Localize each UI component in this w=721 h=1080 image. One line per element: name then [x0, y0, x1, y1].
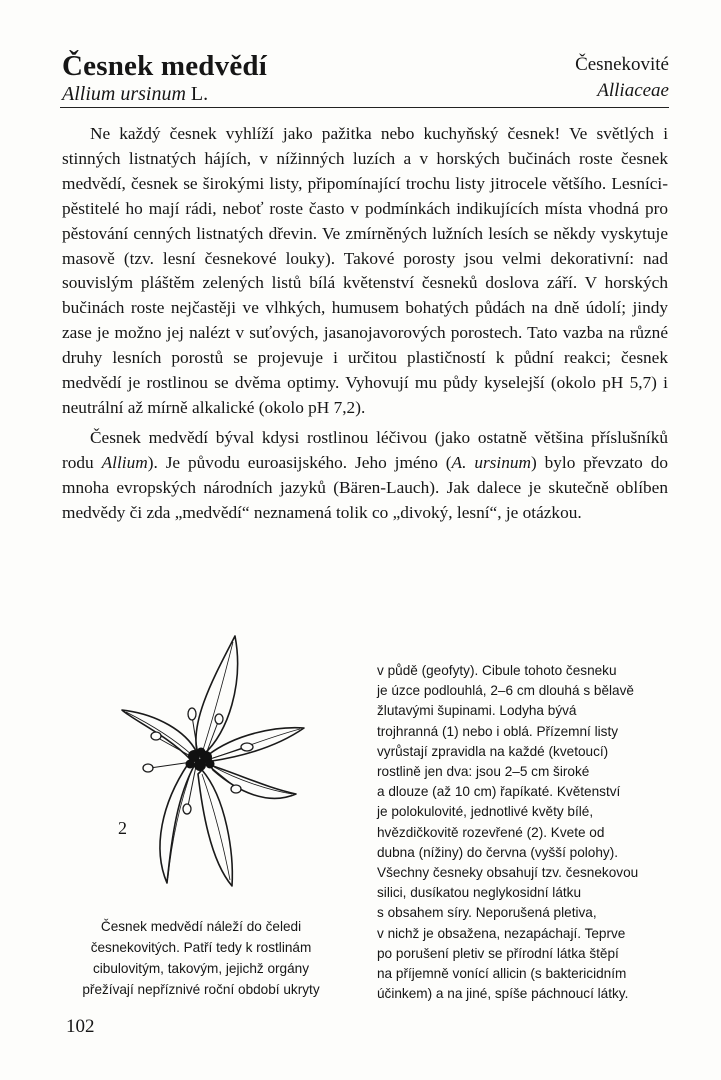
side-text-line: v nichž je obsažena, nezapáchají. Teprve	[377, 925, 626, 941]
family-name: Česnekovité	[575, 54, 669, 75]
side-text-line: hvězdičkovitě rozevřené (2). Kvete od	[377, 824, 605, 840]
side-text-line: v půdě (geofyty). Cibule tohoto česneku	[377, 663, 617, 678]
side-text-line: je úzce podlouhlá, 2–6 cm dlouhá s bělavě	[377, 683, 634, 699]
side-text-line: a dlouze (až 10 cm) řapíkaté. Květenství	[377, 784, 621, 800]
side-text-line: vyrůstají zpravidla na každé (kvetoucí)	[377, 743, 609, 759]
side-text-line: dubna (nížiny) do června (vyšší polohy).	[377, 844, 619, 860]
p2-text-c: ) bylo převzato do mnoha evropských národních jazyků (Bären-Lauch). Jak dalece je skutečně oblíben medvědy či zda „medvědí“ neznamená tolik co „divoký, lesní“, je otázkou.	[62, 452, 668, 522]
side-text-line: žlutavými šupinami. Lodyha bývá	[377, 703, 577, 719]
side-text-line: po porušení pletiv se přírodní látka štěpí	[377, 945, 619, 961]
latin-name: Allium ursinum	[62, 83, 186, 105]
species-title: Česnek medvědí	[62, 50, 267, 82]
page-number: 102	[66, 1016, 95, 1037]
side-text-line: na příjemně vonící allicin (s baktericidním	[377, 966, 627, 982]
p2-text-b: ). Je původu euroasijského. Jeho jméno (	[147, 452, 452, 472]
side-text-line: účinkem) a na jiné, spíše páchnoucí látky.	[377, 986, 629, 1002]
side-text-line: silici, dusíkatou neglykosidní látku	[377, 885, 582, 901]
side-text-line: s obsahem síry. Neporušená pletiva,	[377, 905, 597, 921]
figure-number: 2	[118, 818, 127, 838]
p2-text-a: Česnek medvědí býval kdysi rostlinou léčivou (jako ostatně většina příslušníků rodu	[62, 427, 668, 472]
latin-name-line	[62, 83, 208, 106]
paragraph-1: Ne každý česnek vyhlíží jako pažitka nebo kuchyňský česnek! Ve světlých i stinných listnatých hájích, v nížinných luzích a v horských bučinách roste česnek medvědí, česnek se širokými listy, připomínající trochu listy jitrocele většího. Lesníci-pěstitelé ho mají rádi, neboť roste často v podmínkách indikujících místa vhodná pro pěstování cenných listnatých dřevin. Ve zmírněných lužních lesích se někdy vyskytuje masově (tzv. lesní česnekové louky). Takové porosty jsou velmi dekorativní: nad souvislým pláštěm zelených listů bílá květenství česneků doslova září. V horských bučinách roste nejčastěji ve vlhkých, humusem bohatých půdách na dně údolí; jindy zase je možno jej nalézt v suťových, jasanojavorových porostech. Tato vazba na různé druhy lesních porostů se projevuje i určitou plastičností k půdní reakci; česnek medvědí je rostlinou se dvěma optimy. Vyhovují mu půdy kyselejší (okolo pH 5,7) i neutrální až mírně alkalické (okolo pH 7,2).	[62, 124, 668, 417]
flower-illustration	[118, 628, 318, 908]
paragraph-2	[62, 426, 668, 526]
figure-caption: Česnek medvědí náleží do čeledi česnekovitých. Patří tedy k rostlinám cibulovitým, takovým, jejichž orgány přežívají nepříznivé roční období ukryty	[82, 919, 320, 997]
side-text-line: Všechny česneky obsahují tzv. česnekovou	[377, 865, 639, 881]
family-latin-name: Alliaceae	[597, 80, 669, 101]
header-rule	[60, 107, 669, 108]
side-text-line: rostlině jen dva: jsou 2–5 cm široké	[377, 764, 590, 780]
author-abbrev: L.	[190, 83, 209, 105]
p2-species: A. ursinum	[451, 452, 531, 472]
side-text-line: je polokulovité, jednotlivé květy bílé,	[377, 804, 594, 820]
main-text	[62, 122, 668, 526]
p2-genus: Allium	[101, 452, 148, 472]
side-text	[377, 661, 677, 1004]
side-text-line: trojhranná (1) nebo i oblá. Přízemní listy	[377, 723, 619, 739]
